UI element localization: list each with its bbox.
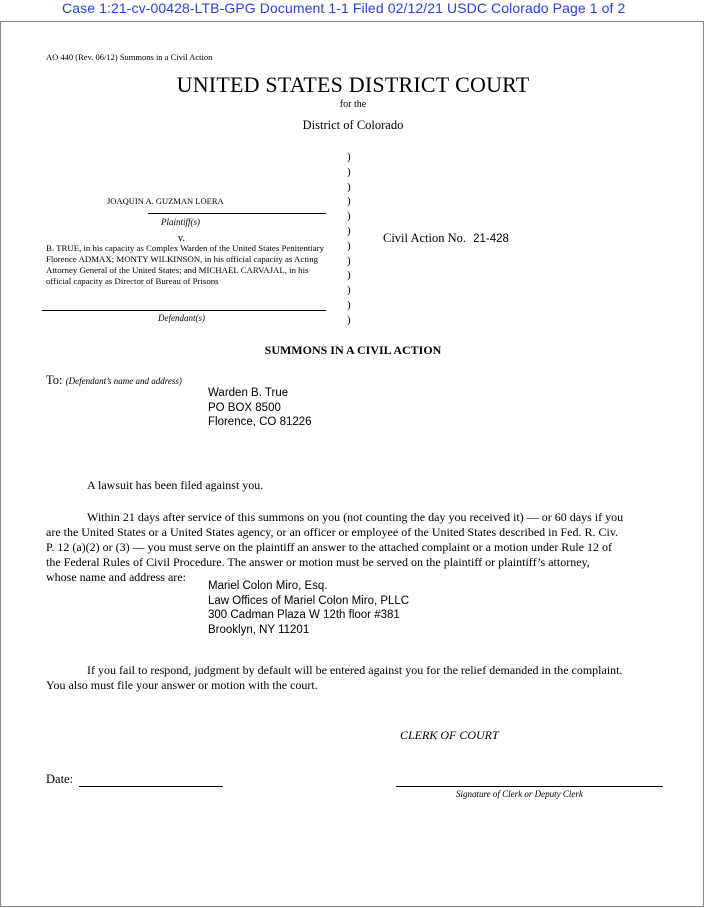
clerk-label: CLERK OF COURT [400, 728, 499, 742]
paragraph-line: You also must file your answer or motion with the court. [46, 678, 318, 692]
signature-label: Signature of Clerk or Deputy Clerk [456, 789, 583, 799]
paragraph-line: are the United States or a United States agency, or an officer or employee of the United States described in Fed. R. Civ. [46, 525, 619, 539]
to-hint: (Defendant’s name and address) [65, 376, 182, 386]
paragraph-line: whose name and address are: [46, 570, 186, 584]
attorney-address [208, 579, 409, 637]
signature-line [396, 786, 663, 787]
defendants-text: B. TRUE, in his capacity as Complex Warden of the United States Penitentiary Florence ADMAX; MONTY WILKINSON, in his official capacity as Acting Attorney General of the United States; and MICHAEL CARVAJAL, in his official capacity as Director of Bureau of Prisons [46, 243, 324, 286]
plaintiff-label: Plaintiff(s) [161, 217, 200, 227]
defendant-address [208, 386, 312, 430]
paragraph-line: Within 21 days after service of this summons on you (not counting the day you received it) — or 60 days if you [87, 510, 624, 524]
summons-heading: SUMMONS IN A CIVIL ACTION [264, 343, 442, 357]
defendant-line [42, 310, 326, 311]
paragraph-service [46, 510, 664, 585]
civil-action-number: 21-428 [473, 233, 509, 245]
defendant-label: Defendant(s) [158, 313, 205, 323]
civil-action: Civil Action No. 21-428 [383, 231, 509, 245]
address-line: PO BOX 8500 [208, 401, 281, 414]
for-the-label: for the [339, 99, 367, 110]
paragraph-lawsuit: A lawsuit has been filed against you. [87, 478, 264, 492]
versus-label: v. [178, 233, 185, 244]
court-title: UNITED STATES DISTRICT COURT [176, 72, 530, 97]
paragraph-line: P. 12 (a)(2) or (3) — you must serve on the plaintiff an answer to the attached complaint or a motion under Rule 12 of [46, 540, 612, 554]
address-line: Brooklyn, NY 11201 [208, 623, 310, 636]
plaintiff-name: JOAQUIN A. GUZMAN LOERA [107, 196, 224, 206]
address-line: Warden B. True [208, 387, 289, 399]
caption-parentheses: ) ) ) ) ) ) ) ) ) ) ) ) [347, 151, 351, 326]
address-line: 300 Cadman Plaza W 12th floor #381 [208, 609, 400, 621]
paragraph-default [46, 663, 664, 693]
address-line: Florence, CO 81226 [208, 416, 312, 428]
district-name: District of Colorado [302, 118, 404, 132]
address-line: Law Offices of Mariel Colon Miro, PLLC [208, 594, 410, 607]
paragraph-line: the Federal Rules of Civil Procedure. The answer or motion must be served on the plaintiff or plaintiff’s attorney, [46, 555, 590, 569]
address-line: Mariel Colon Miro, Esq. [208, 580, 328, 592]
date-line [79, 786, 223, 787]
case-stamp: Case 1:21-cv-00428-LTB-GPG Document 1-1 Filed 02/12/21 USDC Colorado Page 1 of 2 [62, 0, 626, 16]
date-label: Date: [46, 772, 74, 786]
form-number: AO 440 (Rev. 06/12) Summons in a Civil Action [46, 52, 213, 62]
to-label: To: (Defendant’s name and address) [46, 373, 182, 387]
paragraph-line: If you fail to respond, judgment by default will be entered against you for the relief demanded in the complaint. [87, 663, 623, 677]
plaintiff-line [148, 213, 326, 214]
